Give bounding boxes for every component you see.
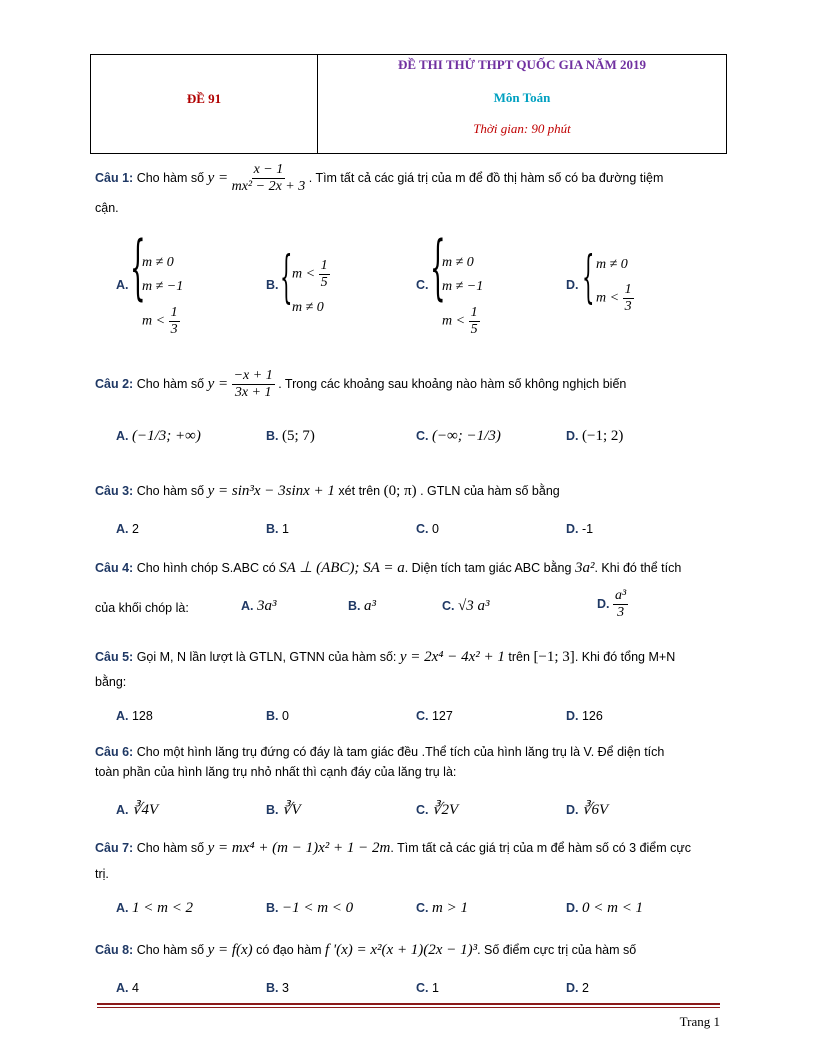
denominator: 3	[170, 322, 178, 337]
denominator: 5	[320, 275, 328, 290]
option-value: 2	[581, 981, 589, 995]
sys-line: m ≠ 0	[142, 255, 174, 270]
option-a[interactable]	[116, 522, 139, 536]
left-brace: {	[280, 245, 293, 310]
option-value: 3a³	[256, 598, 277, 614]
option-value: 1	[281, 522, 289, 536]
header-table	[90, 54, 727, 154]
option-label: B.	[266, 278, 279, 292]
question-text: . Số điểm cực trị của hàm số	[477, 943, 637, 957]
sys-text: m <	[142, 313, 166, 329]
question-text: Cho một hình lăng trụ đứng có đáy là tam giác đều .Thể tích của hình lăng trụ là V. Để diện tích	[136, 745, 665, 759]
option-value: 0	[431, 522, 439, 536]
sys-text: m <	[292, 266, 316, 282]
sys-line	[292, 258, 330, 291]
question-label: Câu 3:	[95, 484, 134, 498]
sys-line: m ≠ 0	[292, 300, 324, 315]
fraction	[232, 368, 275, 401]
option-label: D.	[566, 981, 579, 995]
math-expr: SA ⊥ (ABC); SA = a	[279, 560, 405, 576]
option-label: B.	[266, 709, 279, 723]
option-c[interactable]	[416, 709, 453, 723]
denominator: 3	[617, 605, 625, 620]
numerator: 1	[470, 305, 478, 320]
question-text: . Tìm tất cả các giá trị của m để hàm số có 3 điểm cực	[390, 841, 691, 855]
option-b[interactable]	[266, 278, 279, 292]
option-value: ∛2V	[431, 802, 459, 818]
question-label: Câu 8:	[95, 943, 134, 957]
option-c[interactable]	[442, 598, 489, 615]
question-text: . Tìm tất cả các giá trị của m để đồ thị hàm số có ba đường tiệm	[308, 170, 664, 185]
question-2	[95, 368, 626, 401]
left-brace: {	[130, 226, 146, 308]
denominator: 3x + 1	[234, 385, 272, 400]
option-value: m > 1	[431, 900, 468, 916]
option-d[interactable]	[566, 278, 579, 292]
math-expr: (0; π)	[383, 483, 417, 499]
question-text: có đạo hàm	[256, 943, 322, 957]
option-value: 126	[581, 709, 603, 723]
option-label: D.	[566, 522, 579, 536]
option-value: 127	[431, 709, 453, 723]
option-a[interactable]	[116, 278, 129, 292]
option-a[interactable]	[116, 900, 193, 917]
question-text: Cho hàm số	[136, 170, 205, 185]
exam-code: ĐỀ 91	[186, 91, 222, 106]
option-value: √3 a³	[457, 598, 490, 614]
option-label: A.	[116, 522, 129, 536]
question-text-cont: trị.	[95, 867, 109, 881]
denominator: 5	[470, 322, 478, 337]
option-label: A.	[116, 278, 129, 292]
option-label: A.	[116, 429, 129, 443]
fraction	[319, 258, 330, 291]
footer-rule	[97, 1003, 720, 1005]
option-value: 1 < m < 2	[131, 900, 194, 916]
option-value: (−∞; −1/3)	[431, 428, 501, 444]
sys-line: m ≠ −1	[442, 279, 484, 294]
option-c[interactable]	[416, 522, 439, 536]
option-label: A.	[116, 803, 129, 817]
math-expr: y =	[207, 375, 229, 392]
page-number: Trang 1	[679, 1014, 720, 1029]
question-text: Cho hàm số	[136, 484, 205, 498]
sys-line: m ≠ 0	[442, 255, 474, 270]
option-b[interactable]	[266, 900, 353, 917]
option-value: (−1/3; +∞)	[131, 428, 201, 444]
option-label: C.	[416, 522, 429, 536]
option-d[interactable]	[566, 800, 608, 819]
question-text: . Khi đó thể tích	[594, 561, 682, 575]
sys-line	[142, 305, 180, 338]
question-text: Cho hình chóp S.ABC có	[136, 561, 276, 575]
option-label: C.	[416, 803, 429, 817]
denominator: mx² − 2x + 3	[231, 179, 306, 194]
option-label: D.	[597, 596, 610, 611]
question-text: xét trên	[338, 484, 381, 498]
option-label: A.	[116, 901, 129, 915]
option-d[interactable]	[597, 588, 628, 621]
question-text: Cho hàm số	[136, 841, 205, 855]
exam-time: Thời gian: 90 phút	[473, 121, 571, 136]
option-c[interactable]	[416, 278, 429, 292]
option-value: a³	[363, 598, 376, 614]
option-label: D.	[566, 278, 579, 292]
numerator: a³	[614, 588, 627, 603]
option-a[interactable]	[241, 598, 276, 615]
math-expr: [−1; 3]	[533, 649, 575, 665]
option-label: D.	[566, 901, 579, 915]
option-label: C.	[416, 901, 429, 915]
fraction	[623, 282, 634, 315]
question-text: trên	[508, 650, 530, 664]
numerator: 1	[170, 305, 178, 320]
question-text: Cho hàm số	[136, 376, 205, 391]
option-c[interactable]	[416, 800, 458, 819]
option-c[interactable]	[416, 428, 501, 445]
question-text: . GTLN của hàm số bằng	[420, 484, 560, 498]
question-label: Câu 1:	[95, 170, 134, 185]
option-value: 3	[281, 981, 289, 995]
question-6	[95, 742, 664, 762]
option-value: -1	[581, 522, 594, 536]
sys-text: m <	[442, 313, 466, 329]
numerator: 1	[320, 258, 328, 273]
denominator: 3	[624, 299, 632, 314]
option-value: (−1; 2)	[581, 428, 624, 444]
math-expr: y = f(x)	[207, 942, 253, 958]
option-value: 1	[431, 981, 439, 995]
option-b[interactable]	[266, 800, 301, 819]
option-a[interactable]	[116, 800, 158, 819]
question-7	[95, 838, 691, 858]
option-label: C.	[416, 429, 429, 443]
sys-line	[442, 305, 480, 338]
option-label: B.	[348, 599, 361, 613]
question-5	[95, 647, 675, 667]
option-label: A.	[241, 599, 254, 613]
option-value: ∛6V	[581, 802, 609, 818]
fraction	[169, 305, 180, 338]
option-d[interactable]	[566, 900, 643, 917]
math-expr: y =	[207, 169, 229, 186]
option-label: C.	[416, 278, 429, 292]
option-c[interactable]	[416, 981, 439, 995]
option-b[interactable]	[348, 598, 376, 615]
option-value: 2	[131, 522, 139, 536]
option-label: C.	[416, 981, 429, 995]
left-brace: {	[430, 226, 446, 308]
question-label: Câu 5:	[95, 650, 134, 664]
exam-title: ĐỀ THI THỬ THPT QUỐC GIA NĂM 2019	[397, 57, 647, 72]
option-label: D.	[566, 803, 579, 817]
option-label: D.	[566, 429, 579, 443]
option-c[interactable]	[416, 900, 468, 917]
question-label: Câu 7:	[95, 841, 134, 855]
question-text: . Diện tích tam giác ABC bằng	[404, 561, 572, 575]
question-label: Câu 4:	[95, 561, 134, 575]
option-value: (5; 7)	[281, 428, 315, 444]
fraction	[232, 162, 306, 195]
question-label: Câu 6:	[95, 745, 134, 759]
exam-subject: Môn Toán	[493, 90, 551, 105]
question-3	[95, 481, 560, 501]
option-d[interactable]	[566, 709, 603, 723]
option-label: B.	[266, 981, 279, 995]
option-label: B.	[266, 803, 279, 817]
option-label: B.	[266, 429, 279, 443]
fraction	[469, 305, 480, 338]
math-expr: f '(x) = x²(x + 1)(2x − 1)³	[324, 942, 478, 958]
question-text: . Trong các khoảng sau khoảng nào hàm số không nghịch biến	[278, 376, 627, 391]
math-expr: y = mx⁴ + (m − 1)x² + 1 − 2m	[207, 840, 391, 856]
numerator: 1	[624, 282, 632, 297]
option-label: C.	[416, 709, 429, 723]
option-value: 128	[131, 709, 153, 723]
option-b[interactable]	[266, 709, 289, 723]
option-label: A.	[116, 709, 129, 723]
question-text-cont: của khối chóp là:	[95, 601, 189, 615]
option-a[interactable]	[116, 981, 139, 995]
question-text-cont: bằng:	[95, 675, 127, 689]
numerator: −x + 1	[233, 368, 273, 383]
math-expr: 3a²	[574, 560, 595, 576]
math-expr: y = 2x⁴ − 4x² + 1	[399, 649, 505, 665]
question-text-cont: cận.	[95, 201, 119, 215]
option-d[interactable]	[566, 981, 589, 995]
option-a[interactable]	[116, 709, 153, 723]
sys-line: m ≠ −1	[142, 279, 184, 294]
option-b[interactable]	[266, 981, 289, 995]
question-text: Gọi M, N lần lượt là GTLN, GTNN của hàm số:	[136, 650, 397, 664]
option-value: −1 < m < 0	[281, 900, 354, 916]
left-brace: {	[582, 245, 595, 310]
question-text: Cho hàm số	[136, 943, 205, 957]
option-value: ∛V	[281, 802, 301, 818]
option-value: 0 < m < 1	[581, 900, 644, 916]
sys-line	[596, 282, 634, 315]
option-a[interactable]	[116, 428, 201, 445]
question-8	[95, 940, 636, 960]
question-text: . Khi đó tổng M+N	[574, 650, 676, 664]
option-label: B.	[266, 901, 279, 915]
math-expr: y = sin³x − 3sinx + 1	[207, 483, 335, 499]
fraction	[613, 588, 628, 621]
option-label: B.	[266, 522, 279, 536]
option-value: 4	[131, 981, 139, 995]
sys-line: m ≠ 0	[596, 257, 628, 272]
footer-rule-thin	[97, 1007, 720, 1008]
option-label: C.	[442, 599, 455, 613]
question-4	[95, 558, 681, 578]
sys-text: m <	[596, 290, 620, 306]
option-label: A.	[116, 981, 129, 995]
option-b[interactable]	[266, 428, 315, 445]
option-label: D.	[566, 709, 579, 723]
question-label: Câu 2:	[95, 376, 134, 391]
option-d[interactable]	[566, 428, 623, 445]
option-b[interactable]	[266, 522, 289, 536]
option-value: 0	[281, 709, 289, 723]
option-value: ∛4V	[131, 802, 159, 818]
question-1	[95, 162, 663, 195]
option-d[interactable]	[566, 522, 593, 536]
question-text-cont: toàn phần của hình lăng trụ nhỏ nhất thì cạnh đáy của lăng trụ là:	[95, 765, 457, 779]
numerator: x − 1	[253, 162, 284, 177]
